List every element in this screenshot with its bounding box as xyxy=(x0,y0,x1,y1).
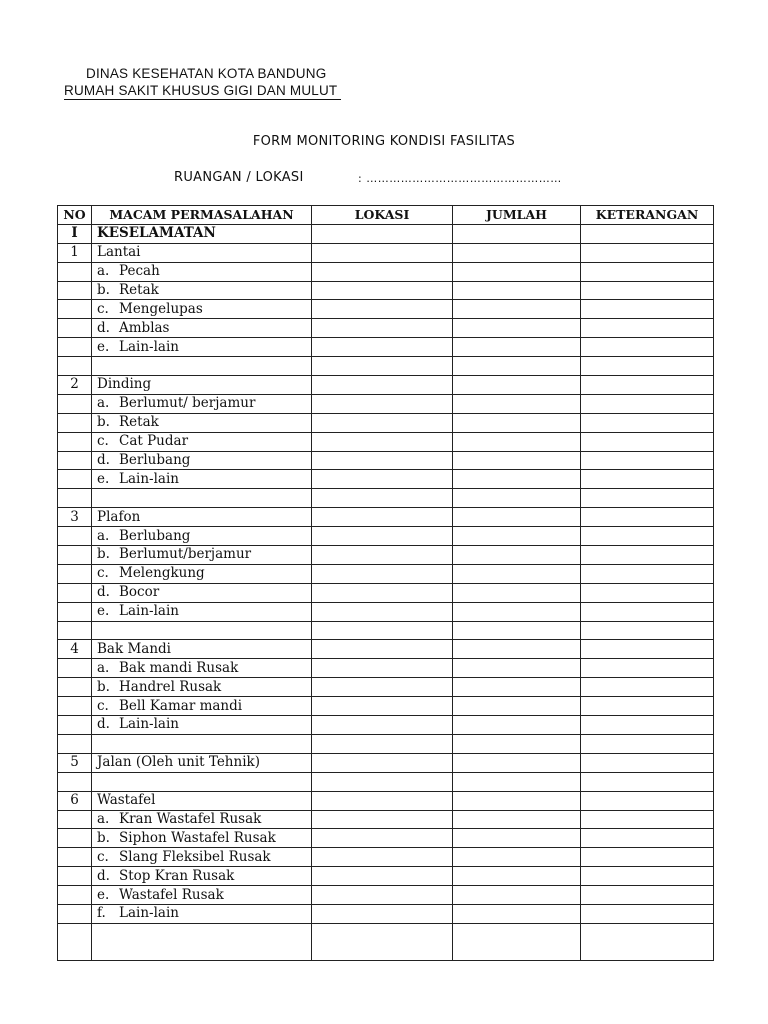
item-label: Retak xyxy=(119,282,159,298)
table-row xyxy=(58,319,714,338)
location-cell[interactable] xyxy=(312,640,453,659)
quantity-cell[interactable] xyxy=(453,300,581,319)
problem-item xyxy=(92,300,312,319)
quantity-cell[interactable] xyxy=(453,678,581,697)
table-row xyxy=(58,640,714,659)
item-letter: d. xyxy=(97,319,110,336)
problem-item xyxy=(92,508,312,527)
table-header-row xyxy=(58,206,714,225)
location-cell[interactable] xyxy=(312,716,453,735)
table-row xyxy=(58,432,714,451)
item-label: Berlumut/berjamur xyxy=(119,546,252,563)
problem-item xyxy=(92,716,312,735)
row-number xyxy=(58,697,92,716)
row-number xyxy=(58,394,92,413)
item-letter: c. xyxy=(97,697,109,714)
remarks-cell[interactable] xyxy=(581,357,714,376)
quantity-cell[interactable] xyxy=(453,640,581,659)
column-header-problem: MACAM PERMASALAHAN xyxy=(92,206,312,225)
remarks-cell[interactable] xyxy=(581,791,714,810)
location-cell[interactable] xyxy=(312,546,453,565)
item-letter: b. xyxy=(97,829,110,846)
quantity-cell[interactable] xyxy=(453,394,581,413)
quantity-cell[interactable] xyxy=(453,621,581,640)
location-cell[interactable] xyxy=(312,753,453,772)
quantity-cell[interactable] xyxy=(453,829,581,848)
row-number xyxy=(58,451,92,470)
problem-item xyxy=(92,659,312,678)
quantity-cell[interactable] xyxy=(453,470,581,489)
location-cell[interactable] xyxy=(312,262,453,281)
remarks-cell[interactable] xyxy=(581,394,714,413)
row-number xyxy=(58,848,92,867)
problem-item xyxy=(92,376,312,395)
remarks-cell[interactable] xyxy=(581,829,714,848)
location-cell[interactable] xyxy=(312,791,453,810)
quantity-cell[interactable] xyxy=(453,772,581,791)
problem-item xyxy=(92,546,312,565)
problem-item xyxy=(92,867,312,886)
table-row xyxy=(58,489,714,508)
location-cell[interactable] xyxy=(312,829,453,848)
row-number xyxy=(58,300,92,319)
location-cell[interactable] xyxy=(312,848,453,867)
remarks-cell[interactable] xyxy=(581,923,714,960)
item-label: Bak Mandi xyxy=(97,640,171,657)
remarks-cell[interactable] xyxy=(581,470,714,489)
quantity-cell[interactable] xyxy=(453,546,581,565)
table-row xyxy=(58,602,714,621)
table-row xyxy=(58,810,714,829)
row-number: 3 xyxy=(58,508,92,527)
problem-item xyxy=(92,432,312,451)
problem-item xyxy=(92,772,312,791)
hospital-name: RUMAH SAKIT KHUSUS GIGI DAN MULUT xyxy=(64,83,341,100)
row-number xyxy=(58,357,92,376)
quantity-cell[interactable] xyxy=(453,527,581,546)
location-cell[interactable] xyxy=(312,300,453,319)
location-cell[interactable] xyxy=(312,489,453,508)
item-letter: c. xyxy=(97,433,109,450)
row-number xyxy=(58,621,92,640)
quantity-cell[interactable] xyxy=(453,867,581,886)
item-letter: b. xyxy=(97,282,110,298)
problem-item xyxy=(92,413,312,432)
row-number xyxy=(58,338,92,357)
item-letter: a. xyxy=(97,395,110,412)
table-row xyxy=(58,791,714,810)
location-cell[interactable] xyxy=(312,734,453,753)
row-number xyxy=(58,810,92,829)
location-cell[interactable] xyxy=(312,413,453,432)
quantity-cell[interactable] xyxy=(453,262,581,281)
remarks-cell[interactable] xyxy=(581,734,714,753)
row-number xyxy=(58,262,92,281)
facility-monitoring-table xyxy=(57,205,714,961)
table-row xyxy=(58,262,714,281)
item-letter: b. xyxy=(97,414,110,431)
quantity-cell[interactable] xyxy=(453,357,581,376)
table-row xyxy=(58,716,714,735)
row-number: 4 xyxy=(58,640,92,659)
remarks-cell[interactable] xyxy=(581,810,714,829)
item-letter: d. xyxy=(97,584,110,601)
item-letter: e. xyxy=(97,886,110,903)
item-letter: c. xyxy=(97,565,109,582)
table-row xyxy=(58,243,714,262)
table-row xyxy=(58,753,714,772)
location-cell[interactable] xyxy=(312,319,453,338)
row-number xyxy=(58,867,92,886)
remarks-cell[interactable] xyxy=(581,583,714,602)
remarks-cell[interactable] xyxy=(581,772,714,791)
item-label: Jalan (Oleh unit Tehnik) xyxy=(97,754,260,771)
location-cell[interactable] xyxy=(312,224,453,243)
location-cell[interactable] xyxy=(312,886,453,905)
item-label: Bak mandi Rusak xyxy=(119,659,239,676)
quantity-cell[interactable] xyxy=(453,810,581,829)
table-row xyxy=(58,904,714,923)
remarks-cell[interactable] xyxy=(581,432,714,451)
quantity-cell[interactable] xyxy=(453,564,581,583)
remarks-cell[interactable] xyxy=(581,716,714,735)
problem-item xyxy=(92,394,312,413)
quantity-cell[interactable] xyxy=(453,281,581,300)
table-row xyxy=(58,886,714,905)
quantity-cell[interactable] xyxy=(453,243,581,262)
room-location-label: RUANGAN / LOKASI xyxy=(174,170,304,185)
problem-item xyxy=(92,697,312,716)
table-row xyxy=(58,867,714,886)
remarks-cell[interactable] xyxy=(581,886,714,905)
location-cell[interactable] xyxy=(312,583,453,602)
item-label: Bocor xyxy=(119,584,160,601)
remarks-cell[interactable] xyxy=(581,621,714,640)
form-title: FORM MONITORING KONDISI FASILITAS xyxy=(252,134,516,149)
problem-item xyxy=(92,810,312,829)
item-label: Berlubang xyxy=(119,527,191,544)
problem-item xyxy=(92,489,312,508)
row-number xyxy=(58,432,92,451)
item-letter: a. xyxy=(97,810,110,827)
quantity-cell[interactable] xyxy=(453,432,581,451)
item-letter: a. xyxy=(97,527,110,544)
row-number xyxy=(58,413,92,432)
table-row xyxy=(58,678,714,697)
column-header-remarks: KETERANGAN xyxy=(581,206,714,225)
remarks-cell[interactable] xyxy=(581,489,714,508)
problem-item xyxy=(92,791,312,810)
item-letter: e. xyxy=(97,603,110,620)
remarks-cell[interactable] xyxy=(581,848,714,867)
row-number: 5 xyxy=(58,753,92,772)
table-row xyxy=(58,527,714,546)
column-header-location: LOKASI xyxy=(312,206,453,225)
remarks-cell[interactable] xyxy=(581,564,714,583)
item-label: Wastafel xyxy=(97,792,156,809)
row-number xyxy=(58,564,92,583)
item-letter: d. xyxy=(97,867,110,884)
item-letter: b. xyxy=(97,678,110,695)
problem-item xyxy=(92,923,312,960)
table-row xyxy=(58,772,714,791)
remarks-cell[interactable] xyxy=(581,904,714,923)
remarks-cell[interactable] xyxy=(581,300,714,319)
location-cell[interactable] xyxy=(312,697,453,716)
remarks-cell[interactable] xyxy=(581,678,714,697)
quantity-cell[interactable] xyxy=(453,376,581,395)
location-cell[interactable] xyxy=(312,772,453,791)
table-row xyxy=(58,508,714,527)
table-row xyxy=(58,300,714,319)
remarks-cell[interactable] xyxy=(581,602,714,621)
agency-name: DINAS KESEHATAN KOTA BANDUNG xyxy=(86,66,327,81)
section-number: I xyxy=(58,224,92,243)
quantity-cell[interactable] xyxy=(453,338,581,357)
quantity-cell[interactable] xyxy=(453,923,581,960)
location-cell[interactable] xyxy=(312,659,453,678)
problem-item xyxy=(92,678,312,697)
location-cell[interactable] xyxy=(312,432,453,451)
row-number xyxy=(58,886,92,905)
row-number: 1 xyxy=(58,243,92,262)
table-row xyxy=(58,376,714,395)
item-label: Bell Kamar mandi xyxy=(119,697,243,714)
table-row xyxy=(58,413,714,432)
item-letter: f. xyxy=(97,905,106,922)
location-cell[interactable] xyxy=(312,470,453,489)
item-letter: a. xyxy=(97,263,110,280)
table-row xyxy=(58,451,714,470)
row-number xyxy=(58,904,92,923)
item-label: Amblas xyxy=(119,319,170,336)
section-row xyxy=(58,224,714,243)
row-number xyxy=(58,829,92,848)
column-header-no: NO xyxy=(58,206,92,225)
item-label: Handrel Rusak xyxy=(119,678,222,695)
item-letter: d. xyxy=(97,716,110,733)
location-cell[interactable] xyxy=(312,621,453,640)
location-cell[interactable] xyxy=(312,451,453,470)
problem-item xyxy=(92,583,312,602)
remarks-cell[interactable] xyxy=(581,319,714,338)
quantity-cell[interactable] xyxy=(453,489,581,508)
problem-item xyxy=(92,602,312,621)
item-letter: d. xyxy=(97,452,110,469)
location-cell[interactable] xyxy=(312,376,453,395)
problem-item xyxy=(92,564,312,583)
table-row xyxy=(58,338,714,357)
problem-item xyxy=(92,734,312,753)
location-cell[interactable] xyxy=(312,923,453,960)
row-number: 6 xyxy=(58,791,92,810)
item-label: Siphon Wastafel Rusak xyxy=(119,829,276,846)
item-label: Melengkung xyxy=(119,565,205,582)
table-row xyxy=(58,829,714,848)
table-row xyxy=(58,923,714,960)
problem-item xyxy=(92,243,312,262)
problem-item xyxy=(92,886,312,905)
table-row xyxy=(58,848,714,867)
table-row xyxy=(58,621,714,640)
row-number xyxy=(58,716,92,735)
quantity-cell[interactable] xyxy=(453,319,581,338)
row-number xyxy=(58,319,92,338)
row-number xyxy=(58,772,92,791)
item-label: Dinding xyxy=(97,376,152,393)
remarks-cell[interactable] xyxy=(581,451,714,470)
row-number xyxy=(58,602,92,621)
location-cell[interactable] xyxy=(312,810,453,829)
remarks-cell[interactable] xyxy=(581,546,714,565)
room-location-field[interactable]: : …………………………………………… xyxy=(358,172,562,185)
quantity-cell[interactable] xyxy=(453,904,581,923)
quantity-cell[interactable] xyxy=(453,508,581,527)
location-cell[interactable] xyxy=(312,281,453,300)
location-cell[interactable] xyxy=(312,564,453,583)
column-header-quantity: JUMLAH xyxy=(453,206,581,225)
item-letter: e. xyxy=(97,470,110,487)
quantity-cell[interactable] xyxy=(453,602,581,621)
table-row xyxy=(58,659,714,678)
row-number xyxy=(58,281,92,300)
problem-item xyxy=(92,281,312,300)
row-number xyxy=(58,678,92,697)
section-title: KESELAMATAN xyxy=(92,224,312,243)
item-label: Lain-lain xyxy=(119,470,179,487)
problem-item xyxy=(92,904,312,923)
location-cell[interactable] xyxy=(312,904,453,923)
location-cell[interactable] xyxy=(312,338,453,357)
problem-item xyxy=(92,357,312,376)
remarks-cell[interactable] xyxy=(581,640,714,659)
problem-item xyxy=(92,527,312,546)
item-letter: c. xyxy=(97,300,109,317)
row-number xyxy=(58,546,92,565)
quantity-cell[interactable] xyxy=(453,886,581,905)
problem-item xyxy=(92,262,312,281)
quantity-cell[interactable] xyxy=(453,753,581,772)
location-cell[interactable] xyxy=(312,867,453,886)
item-label: Lantai xyxy=(97,244,141,261)
item-label: Lain-lain xyxy=(119,603,179,620)
table-row xyxy=(58,564,714,583)
remarks-cell[interactable] xyxy=(581,376,714,395)
row-number xyxy=(58,734,92,753)
problem-item xyxy=(92,829,312,848)
table-row xyxy=(58,583,714,602)
remarks-cell[interactable] xyxy=(581,262,714,281)
table-row xyxy=(58,546,714,565)
row-number xyxy=(58,659,92,678)
item-label: Lain-lain xyxy=(119,716,179,733)
quantity-cell[interactable] xyxy=(453,848,581,867)
item-label: Lain-lain xyxy=(119,905,179,922)
item-label: Pecah xyxy=(119,263,160,280)
item-label: Berlumut/ berjamur xyxy=(119,395,256,412)
remarks-cell[interactable] xyxy=(581,527,714,546)
quantity-cell[interactable] xyxy=(453,697,581,716)
table-row xyxy=(58,734,714,753)
quantity-cell[interactable] xyxy=(453,413,581,432)
item-label: Slang Fleksibel Rusak xyxy=(119,848,271,865)
problem-item xyxy=(92,621,312,640)
problem-item xyxy=(92,470,312,489)
row-number xyxy=(58,470,92,489)
quantity-cell[interactable] xyxy=(453,451,581,470)
table-row xyxy=(58,394,714,413)
row-number xyxy=(58,923,92,960)
item-letter: b. xyxy=(97,546,110,563)
quantity-cell[interactable] xyxy=(453,659,581,678)
remarks-cell[interactable] xyxy=(581,508,714,527)
location-cell[interactable] xyxy=(312,527,453,546)
item-label: Retak xyxy=(119,414,159,431)
row-number xyxy=(58,527,92,546)
problem-item xyxy=(92,640,312,659)
location-cell[interactable] xyxy=(312,602,453,621)
location-cell[interactable] xyxy=(312,678,453,697)
item-label: Kran Wastafel Rusak xyxy=(119,810,262,827)
quantity-cell[interactable] xyxy=(453,583,581,602)
remarks-cell[interactable] xyxy=(581,224,714,243)
item-letter: c. xyxy=(97,848,109,865)
quantity-cell[interactable] xyxy=(453,734,581,753)
item-label: Mengelupas xyxy=(119,300,203,317)
remarks-cell[interactable] xyxy=(581,243,714,262)
location-cell[interactable] xyxy=(312,508,453,527)
item-letter: e. xyxy=(97,338,110,355)
item-label: Wastafel Rusak xyxy=(119,886,224,903)
problem-item xyxy=(92,848,312,867)
row-number: 2 xyxy=(58,376,92,395)
location-cell[interactable] xyxy=(312,357,453,376)
item-label: Plafon xyxy=(97,508,141,525)
item-label: Cat Pudar xyxy=(119,433,189,450)
row-number xyxy=(58,489,92,508)
table-row xyxy=(58,357,714,376)
remarks-cell[interactable] xyxy=(581,338,714,357)
location-cell[interactable] xyxy=(312,394,453,413)
table-row xyxy=(58,281,714,300)
quantity-cell[interactable] xyxy=(453,791,581,810)
quantity-cell[interactable] xyxy=(453,716,581,735)
remarks-cell[interactable] xyxy=(581,753,714,772)
row-number xyxy=(58,583,92,602)
remarks-cell[interactable] xyxy=(581,413,714,432)
remarks-cell[interactable] xyxy=(581,697,714,716)
location-cell[interactable] xyxy=(312,243,453,262)
remarks-cell[interactable] xyxy=(581,281,714,300)
quantity-cell[interactable] xyxy=(453,224,581,243)
table-row xyxy=(58,470,714,489)
remarks-cell[interactable] xyxy=(581,659,714,678)
problem-item xyxy=(92,319,312,338)
problem-item xyxy=(92,338,312,357)
item-letter: a. xyxy=(97,659,110,676)
item-label: Berlubang xyxy=(119,452,191,469)
item-label: Stop Kran Rusak xyxy=(119,867,235,884)
remarks-cell[interactable] xyxy=(581,867,714,886)
item-label: Lain-lain xyxy=(119,338,179,355)
table-row xyxy=(58,697,714,716)
problem-item xyxy=(92,451,312,470)
problem-item xyxy=(92,753,312,772)
